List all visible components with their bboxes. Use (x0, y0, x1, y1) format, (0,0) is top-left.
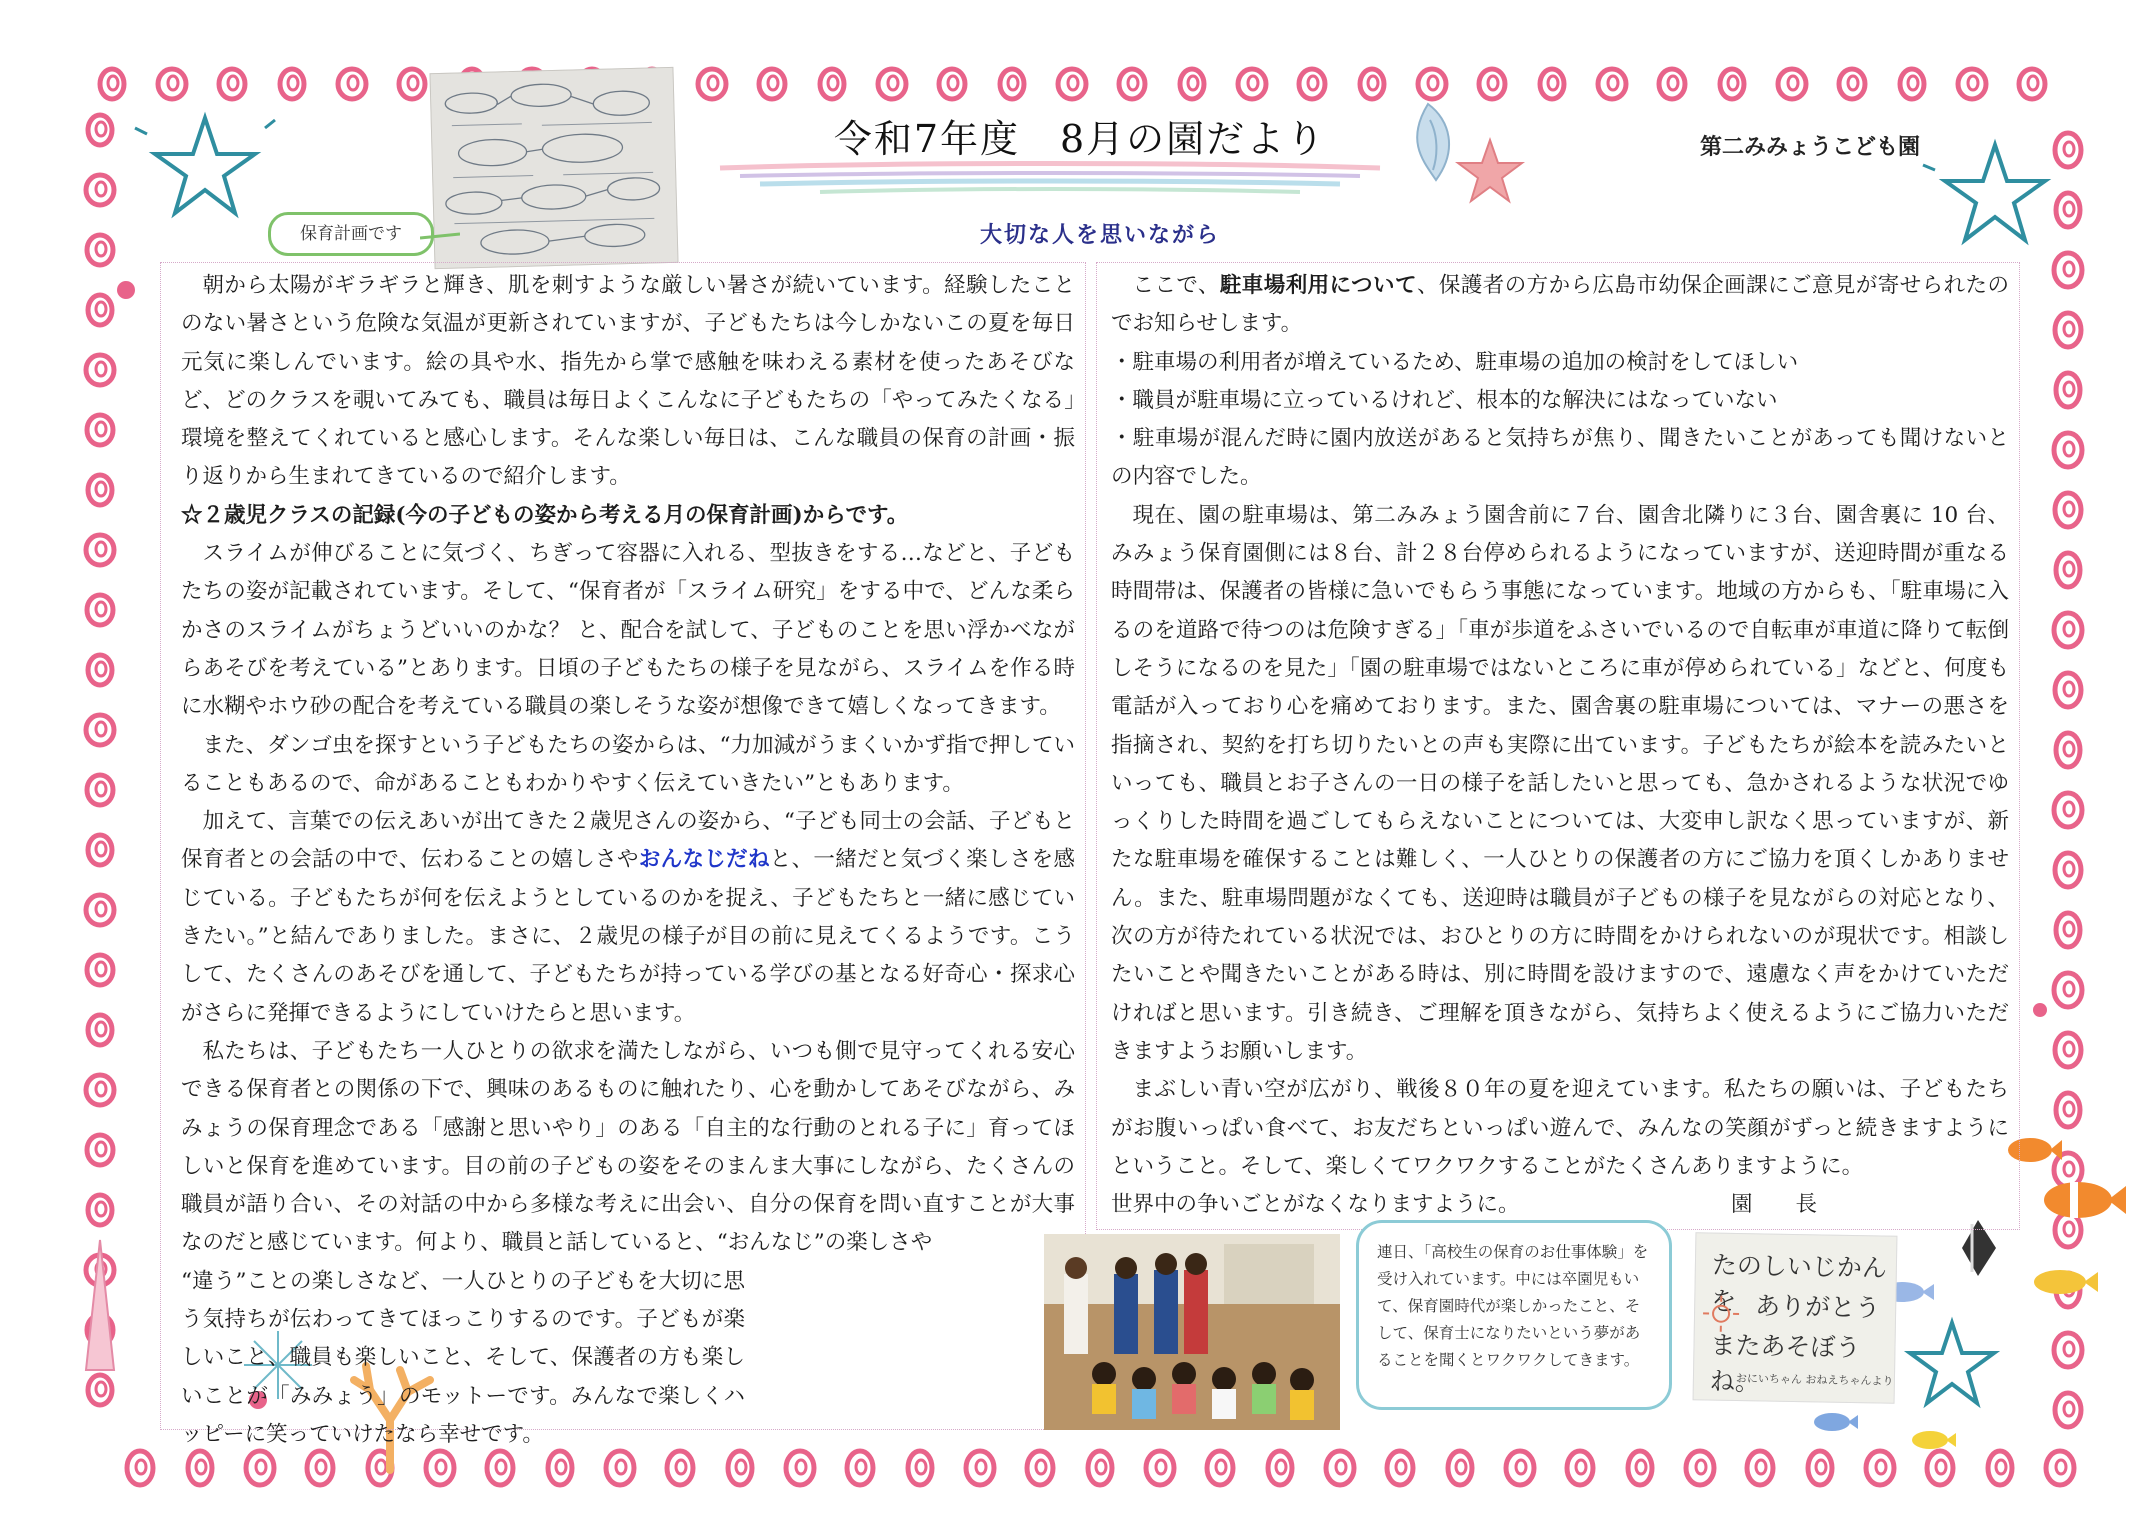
border-ring (87, 775, 113, 805)
border-ring (2054, 253, 2082, 287)
border-ring (698, 69, 726, 99)
border-ring-inner (1368, 76, 1378, 90)
clownfish-icon (2044, 1182, 2126, 1218)
border-ring-inner (1696, 1460, 1706, 1474)
border-ring (87, 595, 113, 625)
border-ring-inner (2064, 862, 2074, 876)
border-ring-inner (1396, 1460, 1406, 1474)
border-ring (88, 835, 112, 865)
thank-you-card-photo (1693, 1232, 1898, 1403)
border-ring (1988, 1451, 2012, 1485)
border-ring (1778, 69, 1806, 99)
border-ring-inner (2064, 682, 2074, 696)
right-paragraph-3: まぶしい青い空が広がり、戦後８０年の夏を迎えています。私たちの願いは、子どもたちがお腹いっぱい食べて、お友だちといっぱい遊んで、みんなの笑顔がずっと続きますようにということ。そして、楽しくてワクワクすることがたくさんありますように。 (1111, 1077, 2009, 1179)
border-ring (426, 1451, 454, 1485)
border-ring (1058, 69, 1086, 99)
left-section-heading: ☆２歳児クラスの記録(今の子どもの姿から考える月の保育計画)からです。 (181, 502, 909, 528)
border-ring (1387, 1451, 1413, 1485)
border-ring-inner (676, 1460, 686, 1474)
border-ring-inner (1188, 76, 1198, 90)
border-ring-inner (348, 76, 358, 90)
border-ring (2054, 793, 2082, 827)
border-ring-inner (2064, 142, 2074, 156)
border-ring (1567, 1451, 1593, 1485)
border-ring (939, 69, 965, 99)
border-ring-inner (708, 76, 718, 90)
border-ring (1299, 69, 1325, 99)
border-ring (2055, 1213, 2081, 1247)
border-ring (2054, 1153, 2082, 1187)
border-ring-inner (96, 1382, 106, 1396)
border-ring (2055, 493, 2081, 527)
starfish-icon-top-right (1923, 145, 2045, 240)
border-ring-inner (976, 1460, 986, 1474)
card-signature: おにいちゃん おねえちゃんより (1735, 1371, 1894, 1388)
border-ring-inner (96, 482, 106, 496)
border-ring-inner (1068, 76, 1078, 90)
bullet-item-3: ・駐車場が混んだ時に園内放送があると気持ちが焦り、聞きたいことがあっても聞けないとの内容でした。 (1111, 426, 2009, 490)
border-ring (1839, 69, 1865, 99)
border-ring (307, 1451, 333, 1485)
border-ring-inner (556, 1460, 566, 1474)
border-ring (1027, 1451, 1053, 1485)
border-ring-inner (1756, 1460, 1766, 1474)
border-ring (86, 1075, 114, 1105)
border-ring-inner (1876, 1460, 1886, 1474)
border-ring-inner (1516, 1460, 1526, 1474)
border-ring-inner (96, 842, 106, 856)
border-ring (86, 175, 114, 205)
border-ring-inner (96, 722, 106, 736)
border-ring (2056, 193, 2080, 227)
border-ring (2056, 913, 2080, 947)
left-paragraph-4-end: と、一緒だと気づく楽しさを感じている。子どもたちが何を伝えようとしているのかを捉え、子どもたちと一緒に感じていきたい。”と結んでありました。まさに、２歳児の様子が目の前に見えてくるようです。こうして、たくさんのあそびを通して、子どもたちが持っている学びの基となる好奇心・探求心がさらに発揮できるようにしていけたらと思います。 (181, 847, 1075, 1026)
border-ring (2055, 1033, 2081, 1067)
border-ring (399, 69, 425, 99)
border-ring-inner (1128, 76, 1138, 90)
border-ring (1326, 1451, 1354, 1485)
border-ring-inner (96, 122, 106, 136)
border-ring (86, 715, 114, 745)
border-ring (1479, 69, 1505, 99)
starfish-icon-bottom-right (1910, 1323, 1994, 1403)
border-ring (1180, 69, 1204, 99)
border-ring-inner (2064, 1162, 2074, 1176)
parking-topic: 駐車場利用について (1219, 273, 1417, 298)
border-ring-inner (256, 1460, 266, 1474)
border-ring-inner (1248, 76, 1258, 90)
border-ring-inner (96, 422, 106, 436)
border-ring (219, 69, 245, 99)
border-ring (1747, 1451, 1773, 1485)
border-ring (188, 1451, 212, 1485)
border-ring (878, 69, 906, 99)
border-ring (2054, 433, 2082, 467)
border-ring (86, 355, 114, 385)
border-ring (2055, 133, 2081, 167)
border-ring (1659, 69, 1685, 99)
border-ring (158, 69, 186, 99)
left-paragraph-6: “違う”ことの楽しさなど、一人ひとりの子どもを大切に思う気持ちが伝わってきてほっこりするのです。子どもが楽しいこと、職員も楽しいこと、そして、保護者の方も楽しいことが「みみょう」のモットーです。みんなで楽しくハッピーに笑っていけたなら幸せです。 (181, 1268, 745, 1447)
border-ring (1540, 69, 1564, 99)
border-ring-inner (2064, 202, 2074, 216)
border-ring (2054, 613, 2082, 647)
border-ring-inner (2064, 262, 2074, 276)
border-ring-inner (2064, 742, 2074, 756)
border-ring-inner (2064, 922, 2074, 936)
border-ring (2055, 1393, 2081, 1427)
border-ring-inner (2064, 1402, 2074, 1416)
border-ring-inner (1788, 76, 1798, 90)
border-ring-inner (288, 76, 298, 90)
callout-tail (420, 232, 460, 242)
border-ring (728, 1451, 752, 1485)
children-classroom-photo (1044, 1234, 1340, 1430)
border-ring-inner (376, 1460, 386, 1474)
border-ring (820, 69, 844, 99)
border-ring (1448, 1451, 1472, 1485)
border-ring-inner (1308, 76, 1318, 90)
border-ring (338, 69, 366, 99)
border-ring (280, 69, 304, 99)
right-paragraph-2: 現在、園の駐車場は、第二みみょう園舎前に７台、園舎北隣りに３台、園舎裏に 10 台、みみょう保育園側には８台、計２８台停められるようになっていますが、送迎時間が重なる時間帯は、保護者の皆様に急いでもらう事態になっています。地域の方からも、「駐車場に入るのを道路で待つのは危険すぎる」「車が歩道をふさいでいるので自転車が車道に降りて転倒しそうになるのを見た」「園の駐車場ではないところに車が停められている」などと、何度も電話が入っており心を痛めております。また、園舎裏の駐車場については、マナーの悪さを指摘され、契約を打ち切りたいとの声も実際に出ています。子どもたちが絵本を読みたいといっても、職員とお子さんの一日の様子を話したいと思っても、急かされるような状況でゆっくりした時間を過ごしてもらえないことについては、大変申し訳なく思っていますが、新たな駐車場を確保することは難しく、一人ひとりの保護者の方にご協力を頂くしかありません。また、駐車場問題がなくても、送迎時は職員が子どもの様子を見ながらの対応となり、次の方が待たれている状況では、おひとりの方に時間をかけられないのが現状です。相談したいことや聞きたいことがある時は、別に時間を設けますので、遠慮なく声をかけていただければと思います。引き続き、ご理解を頂きながら、気持ちよく使えるようにご協力いただきますようお願いします。 (1111, 502, 2009, 1064)
border-ring-inner (2064, 322, 2074, 336)
border-ring-inner (1576, 1460, 1586, 1474)
border-ring (1866, 1451, 1894, 1485)
border-ring-inner (108, 76, 118, 90)
border-ring-inner (1728, 76, 1738, 90)
border-ring (88, 1015, 112, 1045)
peace-wish: 世界中の争いごとがなくなりますように。 (1111, 1192, 1520, 1218)
border-ring (87, 955, 113, 985)
border-ring (2054, 973, 2082, 1007)
border-ring (1238, 69, 1266, 99)
border-ring-inner (1008, 76, 1018, 90)
border-ring (86, 535, 114, 565)
border-ring (88, 475, 112, 505)
border-ring-inner (1456, 1460, 1466, 1474)
border-ring-inner (1156, 1460, 1166, 1474)
border-ring-inner (408, 76, 418, 90)
border-ring (966, 1451, 994, 1485)
yellow-fish-icon (2034, 1270, 2098, 1294)
border-ring-inner (2064, 1102, 2074, 1116)
border-ring-inner (2064, 382, 2074, 396)
border-ring (88, 1375, 112, 1405)
border-ring-inner (2056, 1460, 2066, 1474)
left-paragraph-1: 朝から太陽がギラギラと輝き、肌を刺すような厳しい暑さが続いています。経験したことのない暑さという危険な気温が更新されていますが、子どもたちは今しかないこの夏を毎日元気に楽しんでいます。絵の具や水、指先から掌で感触を味わえる素材を使ったあそびなど、どのクラスを覗いてみても、職員は毎日よくこんなに子どもたちの「やってみたくなる」環境を整えてくれていると感心します。そんな楽しい毎日は、こんな職員の保育の計画・振り返りから生まれてきているので紹介します。 (181, 273, 1075, 490)
border-ring (87, 415, 113, 445)
border-ring-inner (1668, 76, 1678, 90)
border-ring (86, 895, 114, 925)
border-ring-inner (768, 76, 778, 90)
left-paragraph-4-start: 加えて、言葉での伝えあいが出てきた２歳児さんの姿から、“子ども同士の会話、子どもと保育者との会話の中で、伝わることの嬉しさや (181, 809, 1075, 873)
yellow-fish-icon-2 (1912, 1431, 1956, 1449)
border-ring-inner (796, 1460, 806, 1474)
left-paragraph-4 (181, 803, 1075, 1033)
left-paragraph-3: また、ダンゴ虫を探すという子どもたちの姿からは、“力加減がうまくいかず指で押していることもあるので、命があることもわかりやすく伝えていきたい”ともあります。 (181, 732, 1075, 796)
border-ring (2056, 733, 2080, 767)
border-ring-inner (1428, 76, 1438, 90)
border-ring (1808, 1451, 1832, 1485)
border-ring-inner (828, 76, 838, 90)
border-ring-inner (1488, 76, 1498, 90)
pink-starfish-icon (1458, 140, 1522, 201)
border-ring (606, 1451, 634, 1485)
border-ring-inner (1936, 1460, 1946, 1474)
border-ring (908, 1451, 932, 1485)
border-ring-inner (1996, 1460, 2006, 1474)
card-line-3: またあそぼうね。 (1709, 1330, 1861, 1397)
border-ring (88, 1195, 112, 1225)
border-ring-inner (1816, 1460, 1826, 1474)
border-ring (1207, 1451, 1233, 1485)
border-ring (1628, 1451, 1652, 1485)
small-fish-icon (1814, 1413, 1858, 1431)
right-paragraph-1-end: 、保護者の方から広島市幼保企画課にご意見が寄せられたのでお知らせします。 (1111, 273, 2009, 337)
border-ring-inner (1276, 1460, 1286, 1474)
border-ring-inner (316, 1460, 326, 1474)
border-ring-inner (1636, 1460, 1646, 1474)
border-ring (87, 235, 113, 265)
border-ring (1418, 69, 1446, 99)
left-paragraph-5: 私たちは、子どもたち一人ひとりの欲求を満たしながら、いつも側で見守ってくれる安心できる保育者との関係の下で、興味のあるものに触れたり、心を動かしてあそびながら、みみょうの保育理念である「感謝と思いやり」のある「自主的な行動のとれる子に」育ってほしいと保育を進めています。目の前の子どもの姿をそのまんま大事にしながら、たくさんの職員が語り合い、その対話の中から多様な考えに出会い、自分の保育を問い直すことが大事なのだと感じています。何より、職員と話していると、“おんなじ”の楽しさや (181, 1038, 1075, 1256)
border-ring-inner (136, 1460, 146, 1474)
right-paragraph-1 (1111, 267, 2009, 344)
border-ring-inner (616, 1460, 626, 1474)
border-ring-inner (196, 1460, 206, 1474)
border-ring (2056, 1093, 2080, 1127)
border-ring-inner (96, 662, 106, 676)
bullet-item-1: ・駐車場の利用者が増えているため、駐車場の追加の検討をしてほしい (1111, 349, 1799, 375)
border-ring-inner (96, 1022, 106, 1036)
bullet-item-2: ・職員が駐車場に立っているけれど、根本的な解決にはなっていない (1111, 387, 1778, 413)
border-ring-inner (1968, 76, 1978, 90)
border-ring (1000, 69, 1024, 99)
border-ring-inner (856, 1460, 866, 1474)
left-article-column (160, 262, 1086, 1447)
border-ring (2019, 69, 2045, 99)
border-ring (88, 115, 112, 145)
border-ring (100, 69, 124, 99)
border-ring (2056, 553, 2080, 587)
border-ring-inner (496, 1460, 506, 1474)
border-ring (1268, 1451, 1292, 1485)
border-ring-inner (2064, 622, 2074, 636)
border-ring (1119, 69, 1145, 99)
border-ring-inner (2064, 982, 2074, 996)
border-ring (1360, 69, 1384, 99)
border-ring (2055, 853, 2081, 887)
border-ring-inner (2028, 76, 2038, 90)
border-ring (667, 1451, 693, 1485)
border-ring-inner (2064, 1342, 2074, 1356)
border-ring (88, 295, 112, 325)
border-ring (2054, 1333, 2082, 1367)
border-ring-inner (1096, 1460, 1106, 1474)
border-ring-inner (96, 182, 106, 196)
border-ring (1720, 69, 1744, 99)
school-name: 第二みみょうこども園 (1700, 134, 1921, 160)
high-school-experience-note: 連日、「高校生の保育のお仕事体験」を受け入れています。中には卒園児もいて、保育園時代が楽しかったこと、そして、保育士になりたいという夢があることを聞くとワクワクしてきます。 (1356, 1220, 1672, 1410)
border-ring-inner (1548, 76, 1558, 90)
border-ring (2055, 313, 2081, 347)
border-ring (847, 1451, 873, 1485)
border-ring-inner (1216, 1460, 1226, 1474)
border-ring (548, 1451, 572, 1485)
border-ring-inner (96, 1142, 106, 1156)
newsletter-subtitle: 大切な人を思いながら (979, 222, 1220, 248)
border-ring (1686, 1451, 1714, 1485)
border-ring-inner (2064, 502, 2074, 516)
border-ring (1598, 69, 1626, 99)
border-ring-inner (96, 542, 106, 556)
border-ring-inner (168, 76, 178, 90)
border-ring-inner (736, 1460, 746, 1474)
border-ring-inner (2064, 1222, 2074, 1236)
border-ring (1506, 1451, 1534, 1485)
border-ring-inner (916, 1460, 926, 1474)
border-ring-inner (1336, 1460, 1346, 1474)
border-ring-inner (96, 602, 106, 616)
border-ring-inner (96, 962, 106, 976)
border-ring (1088, 1451, 1112, 1485)
border-ring-inner (1036, 1460, 1046, 1474)
border-ring (127, 1451, 153, 1485)
starfish-icon-top-left (135, 118, 275, 213)
right-paragraph-1-start: ここで、 (1132, 273, 1220, 298)
border-ring-inner (96, 242, 106, 256)
border-ring (87, 1135, 113, 1165)
border-ring (2056, 373, 2080, 407)
border-ring-inner (96, 902, 106, 916)
plan-photo-callout: 保育計画です (268, 212, 434, 256)
sun-drawing-icon (1701, 1293, 1742, 1334)
planning-sheet-photo (429, 67, 678, 269)
border-ring (1146, 1451, 1174, 1485)
border-ring (1927, 1451, 1953, 1485)
principal-signature: 園 長 (1731, 1192, 1818, 1218)
border-ring-inner (888, 76, 898, 90)
left-paragraph-2: スライムが伸びることに気づく、ちぎって容器に入れる、型抜きをする…などと、子どもたちの姿が記載されています。そして、“保育者が「スライム研究」をする中で、どんな柔らかさのスライムがちょうどいいのかな？ と、配合を試して、子どものことを思い浮かべながらあそびを考えている”とあります。日頃の子どもたちの様子を見ながら、スライムを作る時に水糊やホウ砂の配合を考えている職員の楽しそうな姿が想像できて嬉しくなってきます。 (181, 541, 1075, 720)
border-ring (2055, 673, 2081, 707)
card-line-1: たのしいじかんを (1711, 1250, 1888, 1316)
border-ring-inner (96, 1202, 106, 1216)
border-ring (88, 655, 112, 685)
card-line-2: ありがとう (1754, 1291, 1881, 1323)
border-ring-inner (96, 302, 106, 316)
border-ring (487, 1451, 513, 1485)
highlight-onnaji: おんなじだね (638, 847, 770, 873)
border-ring (759, 69, 785, 99)
border-ring-inner (2064, 562, 2074, 576)
newsletter-title: 令和7年度 8月の園だより (833, 117, 1327, 161)
right-paragraph-4 (1111, 1186, 2009, 1224)
border-ring-inner (2064, 1042, 2074, 1056)
title-watercolor-lines (700, 160, 1400, 200)
border-ring-inner (96, 1082, 106, 1096)
border-ring (246, 1451, 274, 1485)
border-ring-inner (1848, 76, 1858, 90)
border-ring-inner (2064, 802, 2074, 816)
border-ring-inner (948, 76, 958, 90)
border-ring (1958, 69, 1986, 99)
border-ring-inner (96, 362, 106, 376)
border-ring-inner (436, 1460, 446, 1474)
border-ring (1900, 69, 1924, 99)
right-article-column (1096, 262, 2020, 1230)
border-ring-inner (1908, 76, 1918, 90)
border-ring-inner (96, 782, 106, 796)
border-ring-inner (1608, 76, 1618, 90)
border-ring (786, 1451, 814, 1485)
border-ring-inner (228, 76, 238, 90)
shell-icon (1417, 104, 1449, 180)
border-ring-inner (2064, 442, 2074, 456)
border-ring (2046, 1451, 2074, 1485)
